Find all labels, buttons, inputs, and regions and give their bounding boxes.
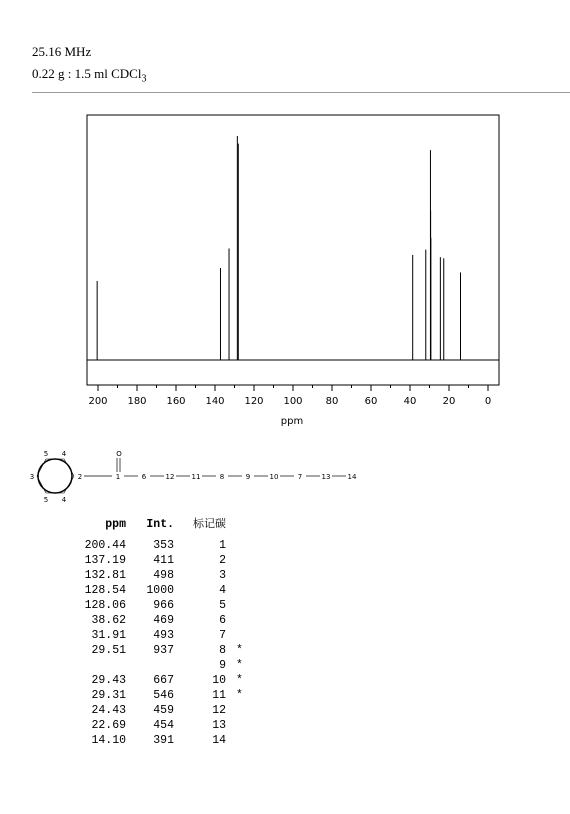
header-int: Int. [146, 518, 174, 531]
x-tick-label: 60 [364, 396, 378, 407]
table-row [74, 733, 256, 748]
table-row [74, 583, 256, 598]
cell-ppm: 22.69 [91, 719, 126, 732]
x-ticks-group [88, 385, 491, 407]
table-row [74, 538, 256, 553]
sample-subscript: 3 [141, 73, 147, 85]
cell-ppm: 137.19 [84, 554, 126, 567]
cell-ppm: 38.62 [91, 614, 126, 627]
cell-carbon: 14 [212, 734, 226, 747]
cell-carbon: 11 [212, 689, 226, 702]
x-axis-label: ppm [280, 416, 304, 427]
frequency-label: 25.16 MHz [32, 44, 92, 59]
table-row [74, 613, 256, 628]
cell-int: 937 [153, 644, 174, 657]
cell-carbon: 2 [219, 554, 226, 567]
ring-label: 5 [43, 496, 49, 504]
cell-carbon: 3 [219, 569, 226, 582]
cell-carbon: 12 [212, 704, 226, 717]
table-row [74, 643, 256, 658]
cell-carbon: 7 [219, 629, 226, 642]
cell-int: 454 [153, 719, 174, 732]
plot-frame [87, 115, 499, 385]
cell-carbon: 6 [219, 614, 226, 627]
cell-int: 546 [153, 689, 174, 702]
peak-table [74, 516, 256, 748]
chain-carbon-label: 9 [245, 473, 251, 481]
ring-label: 2 [77, 473, 83, 481]
chain-carbon-label: 14 [347, 473, 357, 481]
cell-carbon: 13 [212, 719, 226, 732]
table-row [74, 658, 256, 673]
cell-int: 498 [153, 569, 174, 582]
cell-int: 459 [153, 704, 174, 717]
cell-carbon: 1 [219, 539, 226, 552]
chain-carbon-label: 6 [141, 473, 147, 481]
table-row [74, 598, 256, 613]
cell-ppm: 14.10 [91, 734, 126, 747]
x-tick-label: 200 [88, 396, 108, 407]
header-ppm: ppm [105, 518, 126, 531]
chemical-structure [28, 446, 368, 508]
cell-int: 1000 [146, 584, 174, 597]
cell-carbon: 10 [212, 674, 226, 687]
table-row [74, 628, 256, 643]
cell-mark: * [236, 689, 243, 702]
header-carbon: 标记碳 [193, 517, 226, 530]
cell-int: 966 [153, 599, 174, 612]
cell-carbon: 8 [219, 644, 226, 657]
ring-label: 4 [61, 496, 67, 504]
ring-label: 5 [43, 450, 49, 458]
cell-int: 391 [153, 734, 174, 747]
x-tick-label: 0 [484, 396, 492, 407]
x-tick-label: 40 [403, 396, 417, 407]
table-row [74, 673, 256, 688]
chain-carbon-label: 12 [165, 473, 175, 481]
cell-mark: * [236, 674, 243, 687]
cell-mark: * [236, 659, 243, 672]
carbonyl-oxygen-label: O [116, 450, 122, 458]
sample-label [32, 66, 146, 85]
cell-int: 469 [153, 614, 174, 627]
x-tick-label: 120 [244, 396, 264, 407]
nmr-spectrum-chart [70, 110, 510, 430]
table-row [74, 688, 256, 703]
cell-int: 353 [153, 539, 174, 552]
x-tick-label: 20 [442, 396, 456, 407]
chain-carbon-label: 11 [191, 473, 201, 481]
cell-carbon: 4 [219, 584, 226, 597]
alkyl-chain [116, 473, 357, 481]
chain-carbon-label: 7 [297, 473, 303, 481]
table-row [74, 568, 256, 583]
cell-ppm: 132.81 [84, 569, 126, 582]
cell-ppm: 128.54 [84, 584, 126, 597]
x-tick-label: 140 [205, 396, 225, 407]
cell-carbon: 9 [219, 659, 226, 672]
cell-ppm: 31.91 [91, 629, 126, 642]
chain-carbon-label: 1 [115, 473, 121, 481]
table-row [74, 718, 256, 733]
sample-text: 0.22 g : 1.5 ml CDCl [32, 66, 142, 81]
cell-ppm: 29.43 [91, 674, 126, 687]
header-divider [32, 92, 570, 93]
ring-label: 3 [29, 473, 35, 481]
x-tick-label: 80 [325, 396, 339, 407]
table-header-row [74, 516, 256, 538]
chain-carbon-label: 10 [269, 473, 279, 481]
x-tick-label: 160 [166, 396, 186, 407]
cell-int: 667 [153, 674, 174, 687]
cell-int: 411 [153, 554, 174, 567]
chain-carbon-label: 13 [321, 473, 331, 481]
cell-carbon: 5 [219, 599, 226, 612]
ring-label: 4 [61, 450, 67, 458]
cell-ppm: 200.44 [84, 539, 126, 552]
table-row [74, 703, 256, 718]
table-body [74, 538, 256, 748]
cell-ppm: 29.31 [91, 689, 126, 702]
cell-int: 493 [153, 629, 174, 642]
cell-ppm: 128.06 [84, 599, 126, 612]
peaks-group [97, 136, 460, 360]
chain-carbon-label: 8 [219, 473, 225, 481]
x-tick-label: 100 [283, 396, 303, 407]
x-tick-label: 180 [127, 396, 147, 407]
cell-ppm: 29.51 [91, 644, 126, 657]
cell-ppm: 24.43 [91, 704, 126, 717]
cell-mark: * [236, 644, 243, 657]
table-row [74, 553, 256, 568]
